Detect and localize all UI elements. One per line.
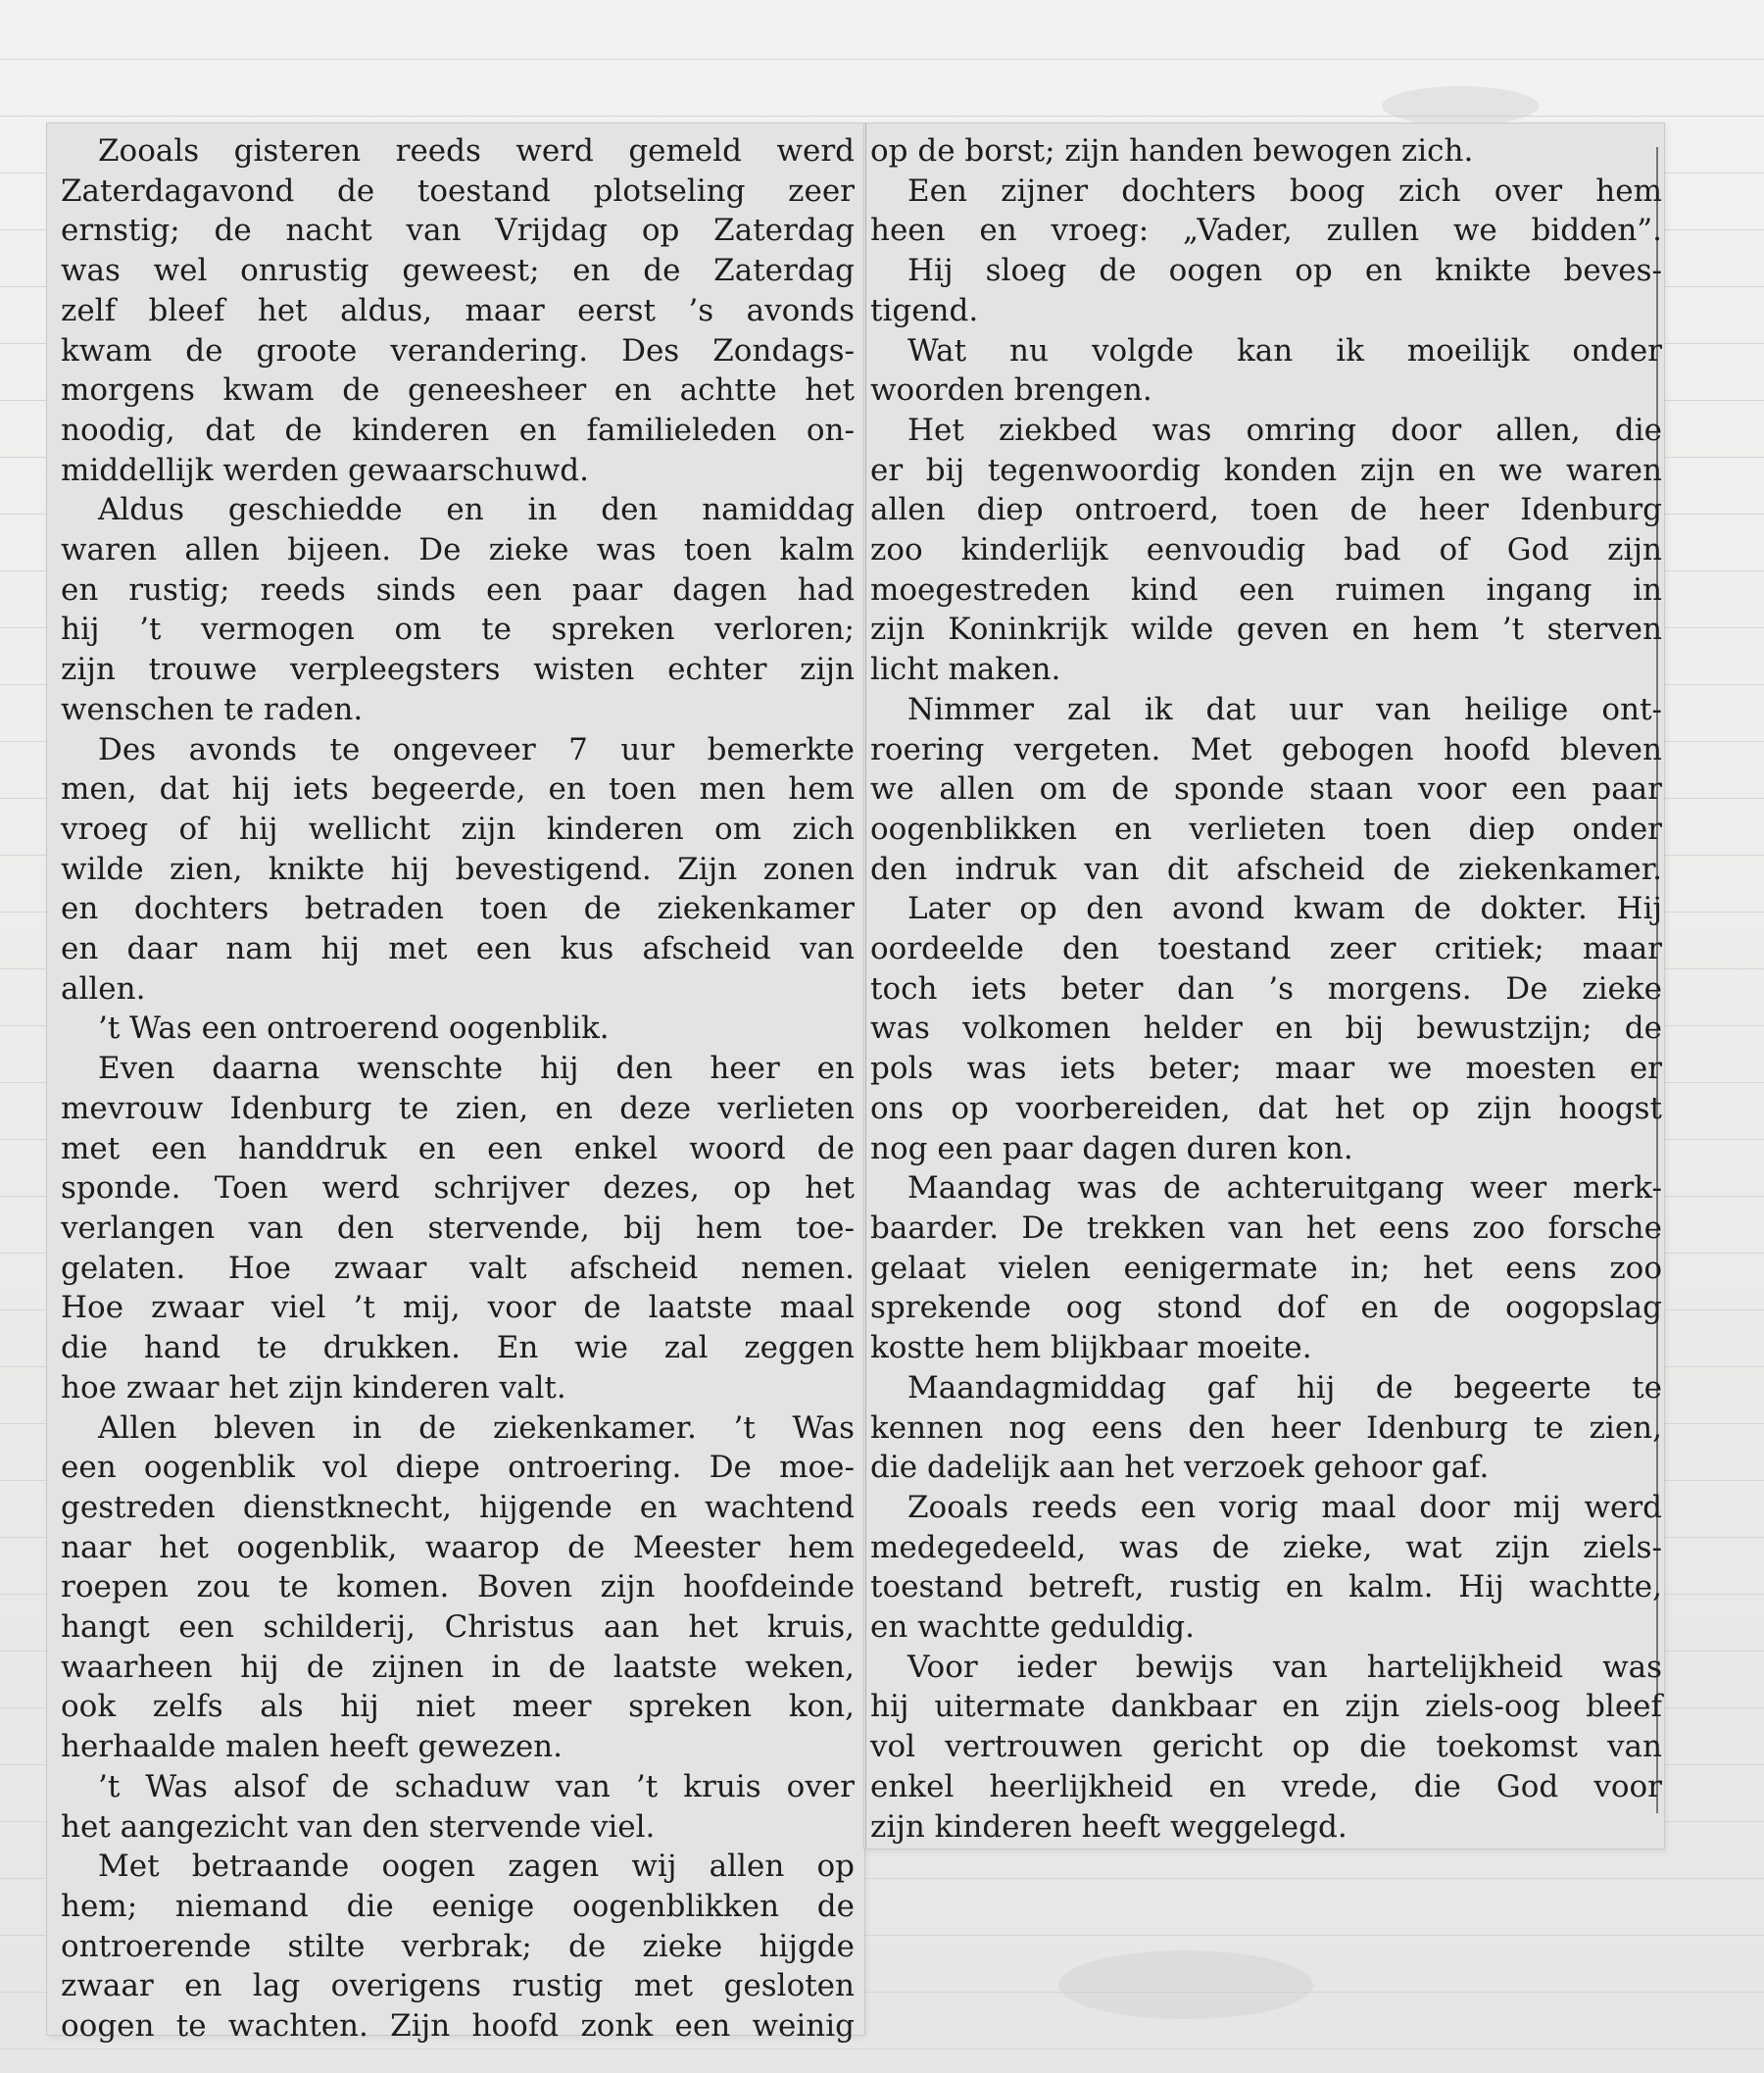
text-line: op de borst; zijn handen bewogen zich. (870, 133, 1474, 169)
text-line: roering vergeten. Met gebogen hoofd bleven (870, 731, 1662, 767)
text-line: morgens kwam de geneesheer en achtte het (61, 372, 855, 409)
text-line: Even daarna wenschte hij den heer en (98, 1051, 855, 1087)
text-line: oogen te wachten. Zijn hoofd zonk een weinig (61, 2008, 855, 2045)
text-line: herhaalde malen heeft gewezen. (61, 1729, 563, 1765)
text-line: hoe zwaar het zijn kinderen valt. (61, 1369, 566, 1406)
text-line: was wel onrustig geweest; en de Zaterdag (61, 253, 855, 289)
text-line: ook zelfs als hij niet meer spreken kon, (61, 1689, 855, 1725)
text-line: gelaat vielen eenigermate in; het eens zoo (870, 1250, 1662, 1286)
text-line: Hoe zwaar viel ’t mij, voor de laatste maal (61, 1290, 855, 1326)
text-line: licht maken. (870, 652, 1061, 688)
text-line: oogenblikken en verlieten toen diep onder (870, 811, 1662, 847)
text-line: hem; niemand die eenige oogenblikken de (61, 1888, 855, 1924)
text-line: die dadelijk aan het verzoek gehoor gaf. (870, 1450, 1490, 1486)
text-line: ’t Was alsof de schaduw van ’t kruis over (98, 1768, 855, 1804)
text-line: Zooals reeds een vorig maal door mij werd (907, 1489, 1662, 1525)
text-line: Nimmer zal ik dat uur van heilige ont- (907, 691, 1662, 727)
text-line: baarder. De trekken van het eens zoo forsche (870, 1209, 1662, 1246)
article-column-right (870, 131, 1662, 1847)
text-line: er bij tegenwoordig konden zijn en we waren (870, 452, 1662, 488)
text-line: zwaar en lag overigens rustig met gesloten (61, 1968, 855, 2004)
text-line: den indruk van dit afscheid de ziekenkamer. (870, 851, 1662, 887)
text-line: woorden brengen. (870, 372, 1152, 409)
text-line: Voor ieder bewijs van hartelijkheid was (907, 1649, 1662, 1685)
text-line: Aldus geschiedde en in den namiddag (98, 492, 855, 528)
text-line: sprekende oog stond dof en de oogopslag (870, 1290, 1662, 1326)
text-line: sponde. Toen werd schrijver dezes, op het (61, 1170, 855, 1207)
text-line: was volkomen helder en bij bewustzijn; de (870, 1011, 1662, 1047)
text-line: allen diep ontroerd, toen de heer Idenburg (870, 492, 1662, 528)
text-line: mevrouw Idenburg te zien, en deze verlieten (61, 1090, 855, 1126)
text-line: en daar nam hij met een kus afscheid van (61, 931, 855, 967)
text-line: we allen om de sponde staan voor een paar (870, 771, 1662, 808)
text-line: pols was iets beter; maar we moesten er (870, 1051, 1662, 1087)
text-line: middellijk werden gewaarschuwd. (61, 452, 589, 488)
text-line: het aangezicht van den stervende viel. (61, 1808, 656, 1845)
text-line: Hij sloeg de oogen op en knikte beves- (907, 253, 1662, 289)
text-line: ontroerende stilte verbrak; de zieke hijgde (61, 1928, 855, 1964)
text-line: toch iets beter dan ’s morgens. De zieke (870, 970, 1662, 1007)
text-line: ernstig; de nacht van Vrijdag op Zaterdag (61, 213, 855, 249)
text-line: en dochters betraden toen de ziekenkamer (61, 891, 855, 927)
text-line: nog een paar dagen duren kon. (870, 1130, 1353, 1166)
text-line: gelaten. Hoe zwaar valt afscheid nemen. (61, 1250, 855, 1286)
text-line: en rustig; reeds sinds een paar dagen had (61, 571, 855, 608)
text-line: en wachtte geduldig. (870, 1609, 1195, 1646)
text-line: ons op voorbereiden, dat het op zijn hoogst (870, 1090, 1662, 1126)
text-line: toestand betreft, rustig en kalm. Hij wachtte, (870, 1569, 1662, 1605)
text-line: wilde zien, knikte hij bevestigend. Zijn zonen (61, 851, 855, 887)
text-line: kostte hem blijkbaar moeite. (870, 1330, 1312, 1366)
ruled-line (0, 2048, 1764, 2049)
text-line: gestreden dienstknecht, hijgende en wachtend (61, 1489, 855, 1525)
text-line: enkel heerlijkheid en vrede, die God voor (870, 1768, 1662, 1804)
text-line: oordeelde den toestand zeer critiek; maar (870, 931, 1662, 967)
text-line: Met betraande oogen zagen wij allen op (98, 1849, 855, 1885)
text-line: Zaterdagavond de toestand plotseling zeer (61, 173, 855, 209)
text-line: zoo kinderlijk eenvoudig bad of God zijn (870, 532, 1662, 568)
text-line: Het ziekbed was omring door allen, die (907, 412, 1662, 448)
text-line: Allen bleven in de ziekenkamer. ’t Was (98, 1409, 855, 1446)
text-line: Wat nu volgde kan ik moeilijk onder (907, 332, 1662, 369)
text-line: kennen nog eens den heer Idenburg te zien, (870, 1409, 1662, 1446)
text-line: een oogenblik vol diepe ontroering. De moe- (61, 1450, 855, 1486)
text-line: Maandag was de achteruitgang weer merk- (907, 1170, 1662, 1207)
text-line: hangt een schilderij, Christus aan het kruis, (61, 1609, 855, 1646)
text-line: vol vertrouwen gericht op die toekomst van (870, 1729, 1662, 1765)
text-line: met een handdruk en een enkel woord de (61, 1130, 855, 1166)
column-divider (865, 123, 866, 1849)
text-line: Later op den avond kwam de dokter. Hij (907, 891, 1662, 927)
text-line: men, dat hij iets begeerde, en toen men hem (61, 771, 855, 808)
text-line: allen. (61, 970, 146, 1007)
text-line: waarheen hij de zijnen in de laatste weken, (61, 1649, 855, 1685)
text-line: ’t Was een ontroerend oogenblik. (98, 1011, 610, 1047)
article-column-left (61, 131, 855, 2047)
text-line: medegedeeld, was de zieke, wat zijn ziels- (870, 1529, 1662, 1565)
text-line: wenschen te raden. (61, 691, 364, 727)
text-line: roepen zou te komen. Boven zijn hoofdeinde (61, 1569, 855, 1605)
paper-stain (1382, 86, 1539, 125)
text-line: tigend. (870, 292, 979, 328)
text-line: die hand te drukken. En wie zal zeggen (61, 1330, 855, 1366)
text-line: Des avonds te ongeveer 7 uur bemerkte (98, 731, 855, 767)
text-line: naar het oogenblik, waarop de Meester hem (61, 1529, 855, 1565)
text-line: zijn Koninkrijk wilde geven en hem ’t sterven (870, 612, 1662, 648)
text-line: zelf bleef het aldus, maar eerst ’s avonds (61, 292, 855, 328)
text-line: kwam de groote verandering. Des Zondags- (61, 332, 855, 369)
text-line: heen en vroeg: „Vader, zullen we bidden”. (870, 213, 1662, 249)
text-line: Een zijner dochters boog zich over hem (907, 173, 1662, 209)
text-line: Zooals gisteren reeds werd gemeld werd (98, 133, 855, 169)
text-line: Maandagmiddag gaf hij de begeerte te (907, 1369, 1662, 1406)
text-line: hij ’t vermogen om te spreken verloren; (61, 612, 855, 648)
text-line: verlangen van den stervende, bij hem toe- (61, 1209, 855, 1246)
text-line: waren allen bijeen. De zieke was toen kalm (61, 532, 855, 568)
text-line: moegestreden kind een ruimen ingang in (870, 571, 1662, 608)
ruled-line (0, 59, 1764, 60)
paper-stain (1058, 1950, 1313, 2019)
text-line: hij uitermate dankbaar en zijn ziels-oog bleef (870, 1689, 1662, 1725)
text-line: zijn trouwe verpleegsters wisten echter zijn (61, 652, 855, 688)
text-line: zijn kinderen heeft weggelegd. (870, 1808, 1348, 1845)
text-line: vroeg of hij wellicht zijn kinderen om zich (61, 811, 855, 847)
text-line: noodig, dat de kinderen en familieleden on- (61, 412, 855, 448)
